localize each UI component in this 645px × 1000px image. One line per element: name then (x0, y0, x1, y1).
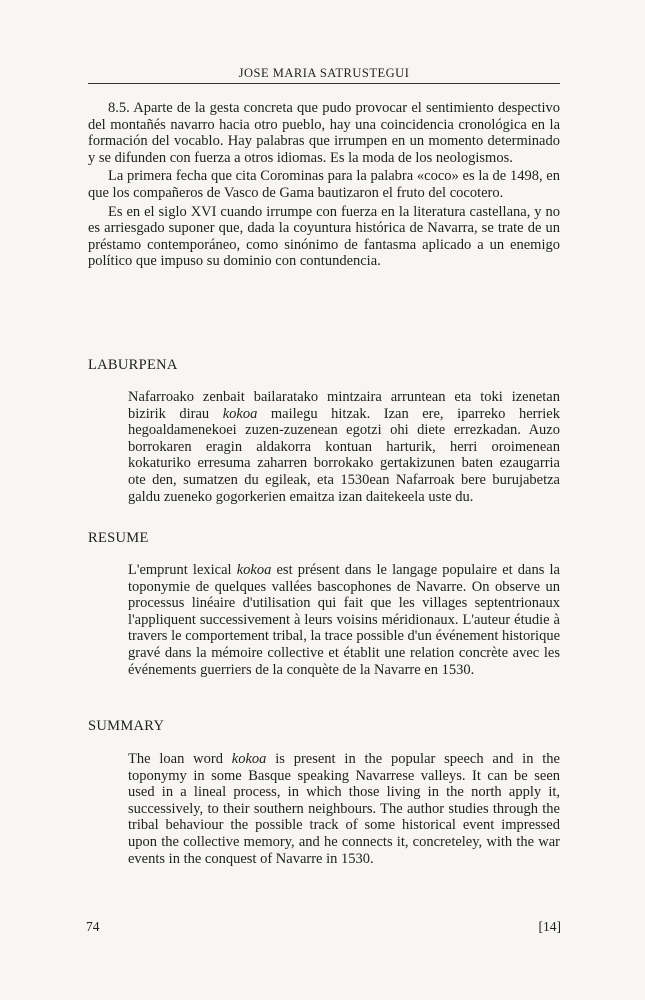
term-kokoa: kokoa (222, 405, 258, 422)
abstract-paragraph: The loan word kokoa is present in the popular speech and in the toponymy in some Basque speaking Navarrese valleys. It can be seen used in a lineal process, in which those living in the north apply it, successively, to their southern neighbours. The author studies through the tribal behaviour the possible track of some historical event impressed upon the collective memory, and he connects it, concreteley, with the war events in the conquest of Navarre in 1530. (128, 751, 560, 867)
laburpena-heading: LABURPENA (88, 357, 178, 373)
intro-paragraph: La primera fecha que cita Corominas para la palabra «coco» es la de 1498, en que los compañeros de Vasco de Gama bautizaron el fruto del cocotero. (88, 168, 560, 201)
laburpena-abstract (128, 389, 560, 505)
page-number: 74 (86, 919, 100, 934)
abstract-paragraph: Nafarroako zenbait bailaratako mintzaira arruntean eta toki izenetan bizirik dirau kokoa mailegu hitzak. Izan ere, iparreko herriek hegoaldamenekoei zuzen-zuzenean egotzi ohi diete errezkadan. Auzo borrokaren eragin aldakorra kontuan harturik, herri oroimenean kokaturiko erresuma zaharren borrokako gertakizunen baten ezaugarria ote den, sumatzen du egileak, eta 1530ean Nafarroak bere burujabetza galdu zueneko gogorkerien emaitza izan daitekeela uste du. (128, 389, 560, 505)
intro-paragraph: Es en el siglo XVI cuando irrumpe con fuerza en la literatura castellana, y no es arriesgado suponer que, dada la coyuntura histórica de Navarra, se trate de un préstamo contemporáneo, como sinónimo de fantasma aplicado a un enemigo político que impuso su dominio con contundencia. (88, 203, 560, 270)
intro-paragraph: 8.5. Aparte de la gesta concreta que pudo provocar el sentimiento despectivo del montañés navarro hacia otro pueblo, hay una coincidencia cronológica en la formación del vocablo. Hay palabras que irrumpen en un momento determinado y se difunden con fuerza a otros idiomas. Es la moda de los neologismos. (88, 100, 560, 166)
abstract-paragraph: L'emprunt lexical kokoa est présent dans le langage populaire et dans la toponymie de quelques vallées bascophones de Navarre. On observe un processus linéaire d'utilisation qui fait que les villages septentrionaux l'appliquent successivement à leurs voisins méridionaux. L'auteur étudie à travers le comportement tribal, la trace possible d'un événement historique gravé dans la mémoire collective et établit une relation concrète avec les événements guerriers de la conquète de la Navarre en 1530. (128, 562, 560, 678)
intro-section (88, 100, 560, 272)
running-header: JOSE MARIA SATRUSTEGUI (238, 66, 410, 80)
summary-abstract (128, 751, 560, 867)
resume-abstract (128, 562, 560, 678)
header-rule (88, 83, 560, 84)
term-kokoa: kokoa (231, 751, 267, 767)
summary-heading: SUMMARY (88, 718, 165, 734)
resume-heading: RESUME (88, 530, 149, 546)
bracket-page-number: [14] (538, 919, 561, 934)
term-kokoa: kokoa (236, 562, 272, 578)
